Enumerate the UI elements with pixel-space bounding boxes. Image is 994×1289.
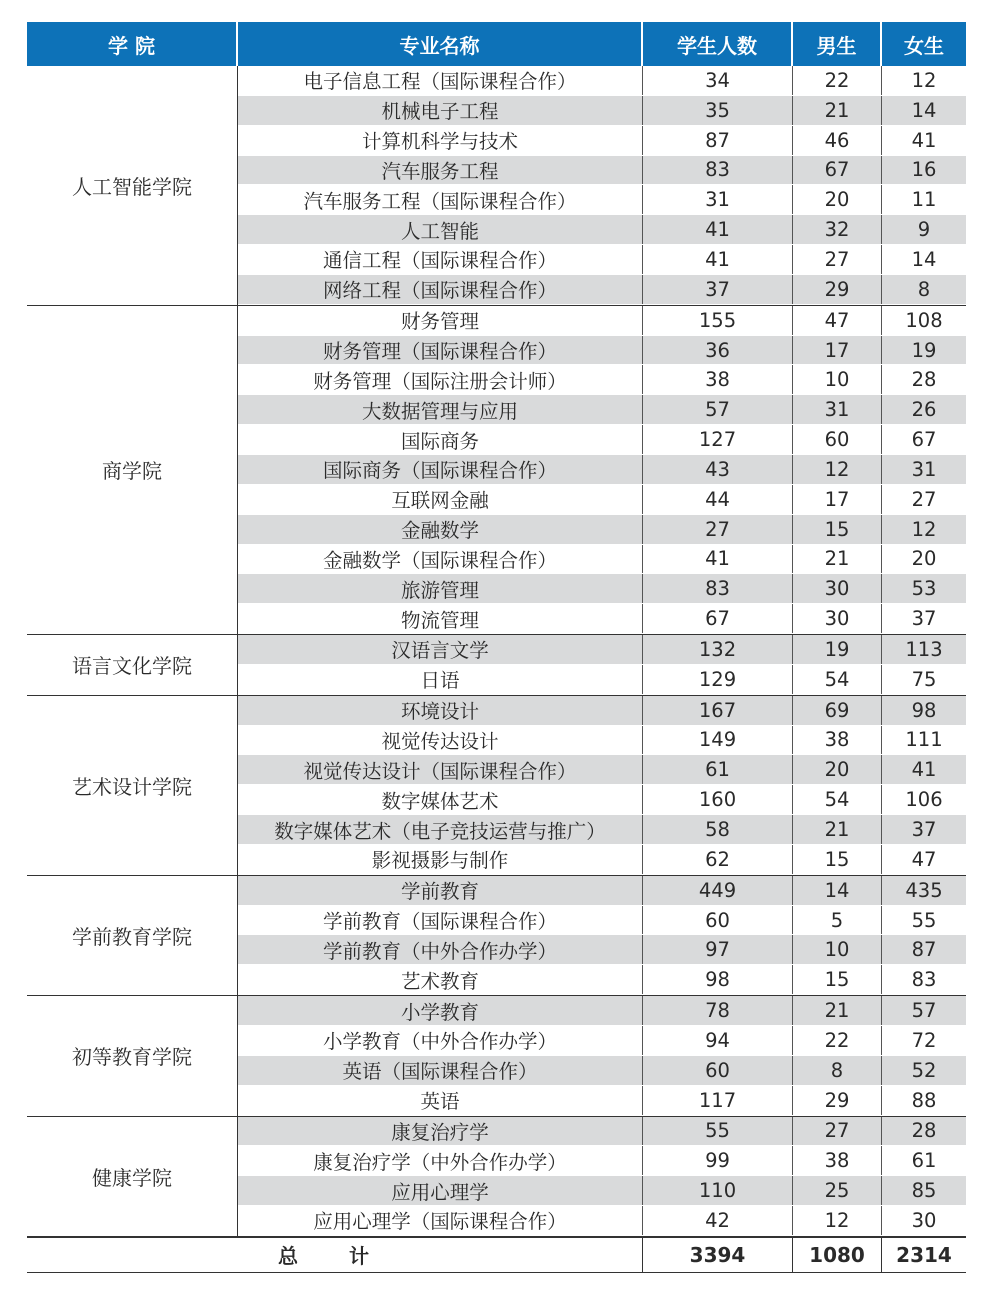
major-cell: 数字媒体艺术: [238, 785, 643, 814]
major-cell: 旅游管理: [238, 574, 643, 603]
female-cell: 37: [882, 815, 966, 844]
header-male: 男生: [793, 22, 882, 66]
male-cell: 47: [793, 306, 882, 335]
table-row: [238, 996, 966, 1026]
male-cell: 17: [793, 336, 882, 365]
male-cell: 22: [793, 1026, 882, 1055]
major-cell: 学前教育: [238, 876, 643, 905]
female-cell: 47: [911, 847, 937, 871]
male-cell: 5: [793, 906, 882, 935]
students-cell: 127: [643, 425, 793, 454]
male-cell: 20: [793, 755, 882, 784]
table-row: [238, 815, 966, 845]
table-row: [238, 845, 966, 875]
table-row: [238, 665, 966, 695]
table-header: [27, 22, 966, 66]
major-cell: 应用心理学: [238, 1176, 643, 1205]
students-cell: 87: [643, 126, 793, 155]
male-cell: 38: [793, 1146, 882, 1175]
college-name: 初等教育学院: [27, 996, 238, 1115]
students-cell: 57: [643, 395, 793, 424]
male-cell: 27: [793, 1117, 882, 1146]
male-cell: 38: [793, 726, 882, 755]
major-cell: 汽车服务工程（国际课程合作）: [238, 185, 643, 214]
students-cell: 35: [643, 96, 793, 125]
table-row: [238, 755, 966, 785]
students-cell: 67: [643, 604, 793, 633]
college-name: 商学院: [27, 306, 238, 634]
female-cell: 67: [911, 428, 937, 452]
students-cell: 37: [643, 275, 793, 304]
college-name: 艺术设计学院: [27, 696, 238, 875]
table-row: [238, 1026, 966, 1056]
female-cell: 113: [882, 635, 966, 664]
major-cell: 金融数学（国际课程合作）: [238, 545, 643, 574]
college-group: [27, 306, 966, 635]
table-row: [238, 395, 966, 425]
major-cell: 小学教育（中外合作办学）: [238, 1026, 643, 1055]
table-row: [238, 126, 966, 156]
total-students: 3394: [643, 1238, 793, 1272]
male-cell: 30: [793, 604, 882, 633]
female-cell: 87: [882, 935, 966, 964]
students-cell: 78: [643, 996, 793, 1025]
female-cell: 30: [911, 1208, 937, 1232]
table-row: [238, 785, 966, 815]
students-cell: 27: [643, 515, 793, 544]
table-row: [238, 1117, 966, 1147]
major-cell: 影视摄影与制作: [238, 845, 643, 874]
female-cell: 28: [911, 368, 937, 392]
students-cell: 449: [643, 876, 793, 905]
college-group: [27, 635, 966, 696]
female-cell: 11: [911, 188, 937, 212]
male-cell: 29: [793, 275, 882, 304]
major-cell: 康复治疗学（中外合作办学）: [238, 1146, 643, 1175]
major-cell: 汉语言文学: [238, 635, 643, 664]
total-male: 1080: [793, 1238, 882, 1272]
table-row: [238, 306, 966, 336]
college-name: 语言文化学院: [27, 635, 238, 695]
major-cell: 国际商务（国际课程合作）: [238, 455, 643, 484]
students-cell: 149: [643, 726, 793, 755]
students-cell: 167: [643, 696, 793, 725]
students-cell: 36: [643, 336, 793, 365]
table-row: [238, 1176, 966, 1206]
table-row: [238, 425, 966, 455]
major-cell: 学前教育（国际课程合作）: [238, 906, 643, 935]
major-cell: 应用心理学（国际课程合作）: [238, 1206, 643, 1235]
students-cell: 38: [643, 365, 793, 394]
female-cell: 53: [882, 574, 966, 603]
female-cell: 12: [882, 515, 966, 544]
students-cell: 43: [643, 455, 793, 484]
male-cell: 15: [793, 845, 882, 874]
table-row: [238, 965, 966, 995]
female-cell: 111: [905, 728, 943, 752]
male-cell: 21: [793, 815, 882, 844]
female-cell: 37: [911, 607, 937, 631]
female-cell: 27: [911, 487, 937, 511]
total-female: 2314: [896, 1242, 952, 1267]
major-cell: 数字媒体艺术（电子竞技运营与推广）: [238, 815, 643, 844]
male-cell: 30: [793, 574, 882, 603]
major-cell: 通信工程（国际课程合作）: [238, 245, 643, 274]
female-cell: 31: [882, 455, 966, 484]
students-cell: 110: [643, 1176, 793, 1205]
male-cell: 14: [793, 876, 882, 905]
table-row: [238, 1146, 966, 1176]
college-group: [27, 876, 966, 996]
female-cell: 41: [882, 755, 966, 784]
male-cell: 21: [793, 545, 882, 574]
female-cell: 75: [911, 667, 937, 691]
female-cell: 20: [911, 547, 937, 571]
female-cell: 85: [882, 1176, 966, 1205]
major-cell: 金融数学: [238, 515, 643, 544]
male-cell: 60: [793, 425, 882, 454]
college-name: 健康学院: [27, 1117, 238, 1236]
female-cell: 108: [905, 308, 943, 332]
male-cell: 22: [793, 66, 882, 95]
female-cell: 14: [911, 247, 937, 271]
major-cell: 视觉传达设计: [238, 726, 643, 755]
students-cell: 41: [643, 545, 793, 574]
female-cell: 61: [911, 1149, 937, 1173]
table-row: [238, 156, 966, 186]
table-row: [238, 485, 966, 515]
male-cell: 54: [793, 785, 882, 814]
major-cell: 国际商务: [238, 425, 643, 454]
table-row: [238, 935, 966, 965]
female-cell: 41: [911, 128, 937, 152]
table-body: [27, 66, 966, 1237]
students-cell: 129: [643, 665, 793, 694]
students-cell: 42: [643, 1206, 793, 1235]
female-cell: 98: [882, 696, 966, 725]
male-cell: 15: [793, 965, 882, 994]
female-cell: 55: [911, 908, 937, 932]
major-cell: 视觉传达设计（国际课程合作）: [238, 755, 643, 784]
students-cell: 99: [643, 1146, 793, 1175]
male-cell: 21: [793, 96, 882, 125]
enrollment-table: [27, 22, 966, 1273]
students-cell: 60: [643, 1056, 793, 1085]
female-cell: 83: [911, 968, 937, 992]
students-cell: 61: [643, 755, 793, 784]
major-cell: 英语: [238, 1086, 643, 1115]
major-cell: 英语（国际课程合作）: [238, 1056, 643, 1085]
students-cell: 31: [643, 185, 793, 214]
table-row: [238, 275, 966, 305]
table-row: [238, 96, 966, 126]
students-cell: 60: [643, 906, 793, 935]
table-row: [238, 604, 966, 634]
male-cell: 67: [793, 156, 882, 185]
male-cell: 69: [793, 696, 882, 725]
college-group: [27, 1117, 966, 1237]
male-cell: 46: [793, 126, 882, 155]
students-cell: 97: [643, 935, 793, 964]
table-row: [238, 1056, 966, 1086]
female-cell: 19: [882, 336, 966, 365]
table-row: [238, 635, 966, 665]
female-cell: 106: [905, 788, 943, 812]
college-name: 人工智能学院: [27, 66, 238, 305]
female-cell: 57: [882, 996, 966, 1025]
male-cell: 20: [793, 185, 882, 214]
major-cell: 康复治疗学: [238, 1117, 643, 1146]
male-cell: 25: [793, 1176, 882, 1205]
male-cell: 32: [793, 215, 882, 244]
male-cell: 31: [793, 395, 882, 424]
header-major: 专业名称: [238, 22, 643, 66]
major-cell: 汽车服务工程: [238, 156, 643, 185]
major-cell: 互联网金融: [238, 485, 643, 514]
total-row: [27, 1237, 966, 1273]
male-cell: 12: [793, 455, 882, 484]
major-cell: 人工智能: [238, 215, 643, 244]
students-cell: 41: [643, 245, 793, 274]
college-name: 学前教育学院: [27, 876, 238, 995]
students-cell: 58: [643, 815, 793, 844]
major-cell: 物流管理: [238, 604, 643, 633]
male-cell: 10: [793, 365, 882, 394]
students-cell: 98: [643, 965, 793, 994]
students-cell: 62: [643, 845, 793, 874]
table-row: [238, 365, 966, 395]
table-row: [238, 245, 966, 275]
major-cell: 大数据管理与应用: [238, 395, 643, 424]
major-cell: 财务管理（国际课程合作）: [238, 336, 643, 365]
header-female: 女生: [882, 22, 966, 66]
table-row: [238, 336, 966, 366]
major-cell: 学前教育（中外合作办学）: [238, 935, 643, 964]
female-cell: 52: [882, 1056, 966, 1085]
table-row: [238, 455, 966, 485]
male-cell: 15: [793, 515, 882, 544]
students-cell: 155: [643, 306, 793, 335]
table-row: [238, 726, 966, 756]
table-row: [238, 545, 966, 575]
students-cell: 55: [643, 1117, 793, 1146]
major-cell: 计算机科学与技术: [238, 126, 643, 155]
major-cell: 电子信息工程（国际课程合作）: [238, 66, 643, 95]
male-cell: 27: [793, 245, 882, 274]
students-cell: 160: [643, 785, 793, 814]
students-cell: 132: [643, 635, 793, 664]
students-cell: 44: [643, 485, 793, 514]
students-cell: 94: [643, 1026, 793, 1055]
male-cell: 29: [793, 1086, 882, 1115]
students-cell: 83: [643, 574, 793, 603]
female-cell: 16: [882, 156, 966, 185]
male-cell: 17: [793, 485, 882, 514]
table-row: [238, 66, 966, 96]
female-cell: 26: [882, 395, 966, 424]
table-row: [238, 876, 966, 906]
major-cell: 财务管理: [238, 306, 643, 335]
major-cell: 环境设计: [238, 696, 643, 725]
major-cell: 机械电子工程: [238, 96, 643, 125]
male-cell: 54: [793, 665, 882, 694]
male-cell: 10: [793, 935, 882, 964]
table-row: [238, 185, 966, 215]
major-cell: 网络工程（国际课程合作）: [238, 275, 643, 304]
table-row: [238, 1086, 966, 1116]
female-cell: 72: [911, 1028, 937, 1052]
students-cell: 83: [643, 156, 793, 185]
female-cell: 28: [882, 1117, 966, 1146]
students-cell: 34: [643, 66, 793, 95]
male-cell: 12: [793, 1206, 882, 1235]
male-cell: 21: [793, 996, 882, 1025]
female-cell: 9: [882, 215, 966, 244]
table-row: [238, 574, 966, 604]
table-row: [238, 215, 966, 245]
college-group: [27, 66, 966, 306]
header-students: 学生人数: [643, 22, 793, 66]
table-row: [238, 696, 966, 726]
female-cell: 88: [911, 1088, 937, 1112]
college-group: [27, 996, 966, 1116]
female-cell: 435: [882, 876, 966, 905]
male-cell: 8: [793, 1056, 882, 1085]
major-cell: 艺术教育: [238, 965, 643, 994]
students-cell: 41: [643, 215, 793, 244]
table-row: [238, 906, 966, 936]
female-cell: 12: [911, 68, 937, 92]
major-cell: 小学教育: [238, 996, 643, 1025]
table-row: [238, 515, 966, 545]
female-cell: 14: [882, 96, 966, 125]
table-row: [238, 1206, 966, 1236]
major-cell: 日语: [238, 665, 643, 694]
college-group: [27, 696, 966, 876]
total-label: 总 计: [27, 1238, 643, 1272]
male-cell: 19: [793, 635, 882, 664]
students-cell: 117: [643, 1086, 793, 1115]
female-cell: 8: [882, 275, 966, 304]
major-cell: 财务管理（国际注册会计师）: [238, 365, 643, 394]
header-college: 学 院: [27, 22, 238, 66]
